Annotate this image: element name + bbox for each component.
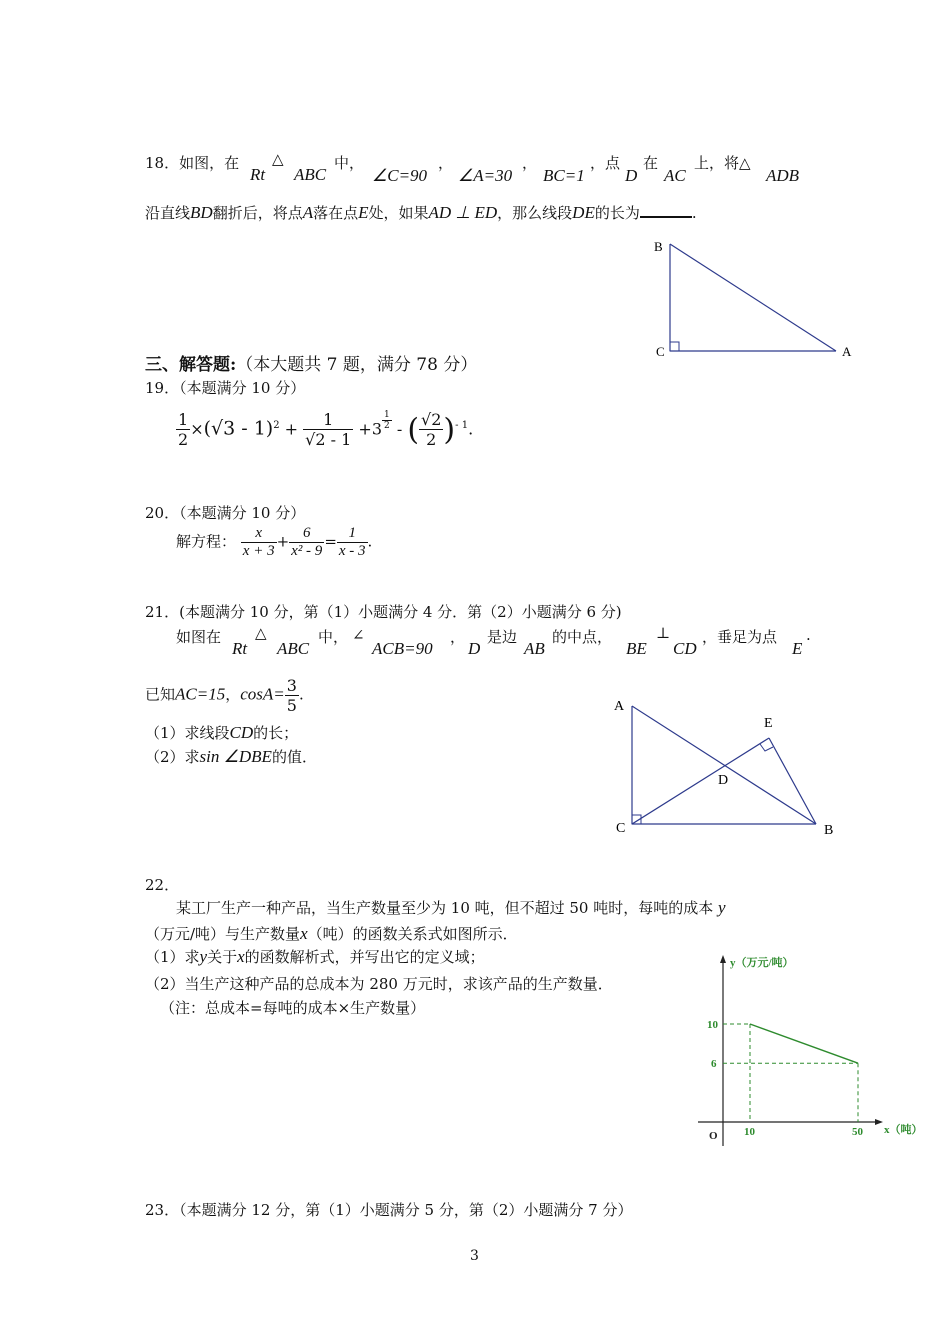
triangle-symbol: △ xyxy=(272,150,284,168)
q22-sub2: （2）当生产这种产品的总成本为 280 万元时，求该产品的生产数量． xyxy=(145,975,613,993)
f1-den: x + 3 xyxy=(242,543,275,559)
section-desc: （本大题共 7 题，满分 78 分） xyxy=(236,355,478,375)
text: （吨）的函数关系式如图所示． xyxy=(307,925,518,943)
text: （万元/吨）与生产数量 xyxy=(145,925,301,943)
q21-triangle-figure xyxy=(608,694,848,840)
text: 翻折后，将点 xyxy=(212,204,303,222)
chart-labels xyxy=(707,955,923,1142)
section-heading xyxy=(145,350,477,375)
be: BE xyxy=(626,639,647,658)
half-num: 1 xyxy=(178,410,189,430)
chart-series xyxy=(750,1024,858,1063)
q19-expression: $\frac{1}{2}$ ×(√3 - 1)$^2$ + $\frac{1}{√2 - 1}$ +3 $\frac{1}{2}$ - ( $\frac{√2}{2}$ )$^{- 1}$. xyxy=(178,410,474,450)
text: 落在点 xyxy=(313,204,359,222)
times: × xyxy=(190,419,204,439)
text: 沿直线 xyxy=(145,204,191,222)
page-number: 3 xyxy=(470,1248,479,1264)
text: 关于 xyxy=(207,948,238,966)
inverse: - 1 xyxy=(455,420,469,431)
text: （2）求 xyxy=(145,748,200,766)
point-a: A xyxy=(302,203,314,222)
q22-para1 xyxy=(176,897,726,918)
x-tick-label: 10 xyxy=(744,1126,755,1138)
q21-sub2 xyxy=(145,746,317,767)
q21-header: 21．(本题满分 10 分，第（1）小题满分 4 分．第（2）小题满分 6 分) xyxy=(145,603,622,621)
equals: = xyxy=(324,532,337,551)
y-axis-label: y（万元/吨） xyxy=(730,957,794,969)
shang: 上，将△ xyxy=(694,154,751,172)
x-axis-label: x（吨） xyxy=(884,1124,923,1136)
ac-value: AC=15 xyxy=(175,684,226,704)
q22-note: （注：总成本=每吨的成本×生产数量） xyxy=(160,999,426,1017)
cost-chart xyxy=(690,950,930,1152)
cost-line xyxy=(750,1024,858,1063)
q18-line2 xyxy=(145,202,697,223)
text: 如图在 xyxy=(176,628,222,646)
abc: ABC xyxy=(294,165,327,184)
var-x: x xyxy=(237,947,245,966)
bd: BD xyxy=(190,203,213,222)
point-e: E xyxy=(358,203,369,222)
period: . xyxy=(806,626,811,644)
q23-header: 23．（本题满分 12 分，第（1）小题满分 5 分，第（2）小题满分 7 分） xyxy=(145,1201,633,1219)
comma: ， xyxy=(225,685,241,704)
q20-header: 20．（本题满分 10 分） xyxy=(145,504,306,522)
cd: CD xyxy=(673,639,697,658)
label-c: C xyxy=(656,344,665,359)
q22-sub1 xyxy=(145,946,485,967)
angle-a: ∠A=30 xyxy=(458,166,513,185)
q18-number: 18．如图，在 xyxy=(145,154,240,172)
x-axis-arrow xyxy=(875,1119,883,1125)
bc: BC=1 xyxy=(543,166,585,185)
root-num: √2 xyxy=(421,410,442,430)
var-y: y xyxy=(718,898,726,917)
text: 的长； xyxy=(253,724,299,742)
x-tick-label: 50 xyxy=(852,1126,863,1138)
acb: ACB=90 xyxy=(372,639,433,658)
zai: 在 xyxy=(643,154,659,172)
origin-label: O xyxy=(709,1130,718,1142)
triangle-symbol: △ xyxy=(255,624,267,642)
label-e: E xyxy=(764,716,773,731)
angle-c: ∠C=90 xyxy=(372,166,428,185)
de: DE xyxy=(572,203,595,222)
text: 某工厂生产一种产品，当生产数量至少为 10 吨，但不超过 50 吨时，每吨的成本 xyxy=(176,899,714,917)
chart-axes xyxy=(698,955,883,1146)
label-d: D xyxy=(718,773,729,788)
q18-triangle-figure xyxy=(650,234,860,364)
comma: ， xyxy=(522,154,538,172)
f2-den: x² - 9 xyxy=(291,543,323,559)
angle-symbol: ∠ xyxy=(352,626,365,644)
plus: + xyxy=(284,419,299,439)
var-x: x xyxy=(300,924,308,943)
text: 处，如果 xyxy=(368,204,429,222)
label: 解方程： xyxy=(176,532,237,551)
text: ，那么线段 xyxy=(497,204,573,222)
cd: CD xyxy=(229,723,254,742)
text: 已知 xyxy=(145,685,176,704)
rt: Rt xyxy=(250,165,266,184)
label-a: A xyxy=(842,344,852,359)
f1-num: x xyxy=(241,525,277,543)
cos-num: 3 xyxy=(286,676,297,695)
answer-blank xyxy=(640,202,692,218)
cos-a: cosA= xyxy=(240,684,285,704)
period: . xyxy=(691,204,697,222)
abc: ABC xyxy=(277,639,310,658)
half-den: 2 xyxy=(178,430,189,450)
zhong: 中， xyxy=(318,628,349,646)
q19-header: 19．（本题满分 10 分） xyxy=(145,379,306,397)
ac: AC xyxy=(664,166,686,185)
comma: ， xyxy=(450,628,466,646)
q20-equation xyxy=(176,525,372,560)
square: 2 xyxy=(273,420,280,431)
label-b: B xyxy=(654,239,663,254)
point-d: D xyxy=(625,166,638,185)
q22-para2 xyxy=(145,923,518,944)
root-den: 2 xyxy=(426,430,437,450)
mid: 中， xyxy=(334,154,365,172)
var-y: y xyxy=(199,947,208,966)
text: （1）求线段 xyxy=(145,724,230,742)
exp-den: 2 xyxy=(384,421,390,431)
label-a: A xyxy=(614,699,625,714)
dian: ，点 xyxy=(590,154,621,172)
f2-num: 6 xyxy=(289,525,324,543)
label-b: B xyxy=(824,823,834,838)
frac-den: √2 - 1 xyxy=(305,430,352,450)
sin: sin ∠ xyxy=(199,747,239,766)
exp-num: 1 xyxy=(384,410,390,420)
f3-num: 1 xyxy=(337,525,368,543)
period: . xyxy=(367,532,373,551)
comma: ， xyxy=(438,154,454,172)
dbe: DBE xyxy=(238,747,272,766)
perpendicular: AD ⊥ ED xyxy=(428,203,498,222)
period: . xyxy=(298,685,304,704)
foot-text: ，垂足为点 xyxy=(702,628,778,646)
paren-expr: (√3 - 1) xyxy=(203,417,274,440)
y-axis-arrow xyxy=(720,955,726,963)
y-tick-label: 6 xyxy=(711,1058,717,1071)
text: 的值． xyxy=(271,748,317,766)
period: . xyxy=(468,419,474,439)
rt: Rt xyxy=(232,639,248,658)
shibian: 是边 xyxy=(487,628,518,646)
label-c: C xyxy=(616,821,626,836)
point-e: E xyxy=(792,639,803,658)
plus-three: +3 xyxy=(358,419,382,439)
frac-num: 1 xyxy=(303,410,353,430)
q21-line2 xyxy=(145,676,304,715)
cos-den: 5 xyxy=(286,696,297,715)
minus: - xyxy=(396,419,403,439)
q22-header: 22． xyxy=(145,876,180,894)
f3-den: x - 3 xyxy=(338,543,366,559)
q21-sub1 xyxy=(145,722,298,743)
ab: AB xyxy=(524,639,545,658)
adb: ADB xyxy=(766,166,800,185)
point-d: D xyxy=(468,639,481,658)
midpoint-text: 的中点， xyxy=(552,628,613,646)
plus: + xyxy=(276,532,290,551)
perp-symbol: ⊥ xyxy=(656,624,671,642)
section-title: 三、解答题: xyxy=(145,355,237,375)
text: 的长为 xyxy=(594,204,640,222)
y-tick-label: 10 xyxy=(707,1019,718,1031)
text: （1）求 xyxy=(145,948,200,966)
text: 的函数解析式，并写出它的定义域； xyxy=(244,948,485,966)
